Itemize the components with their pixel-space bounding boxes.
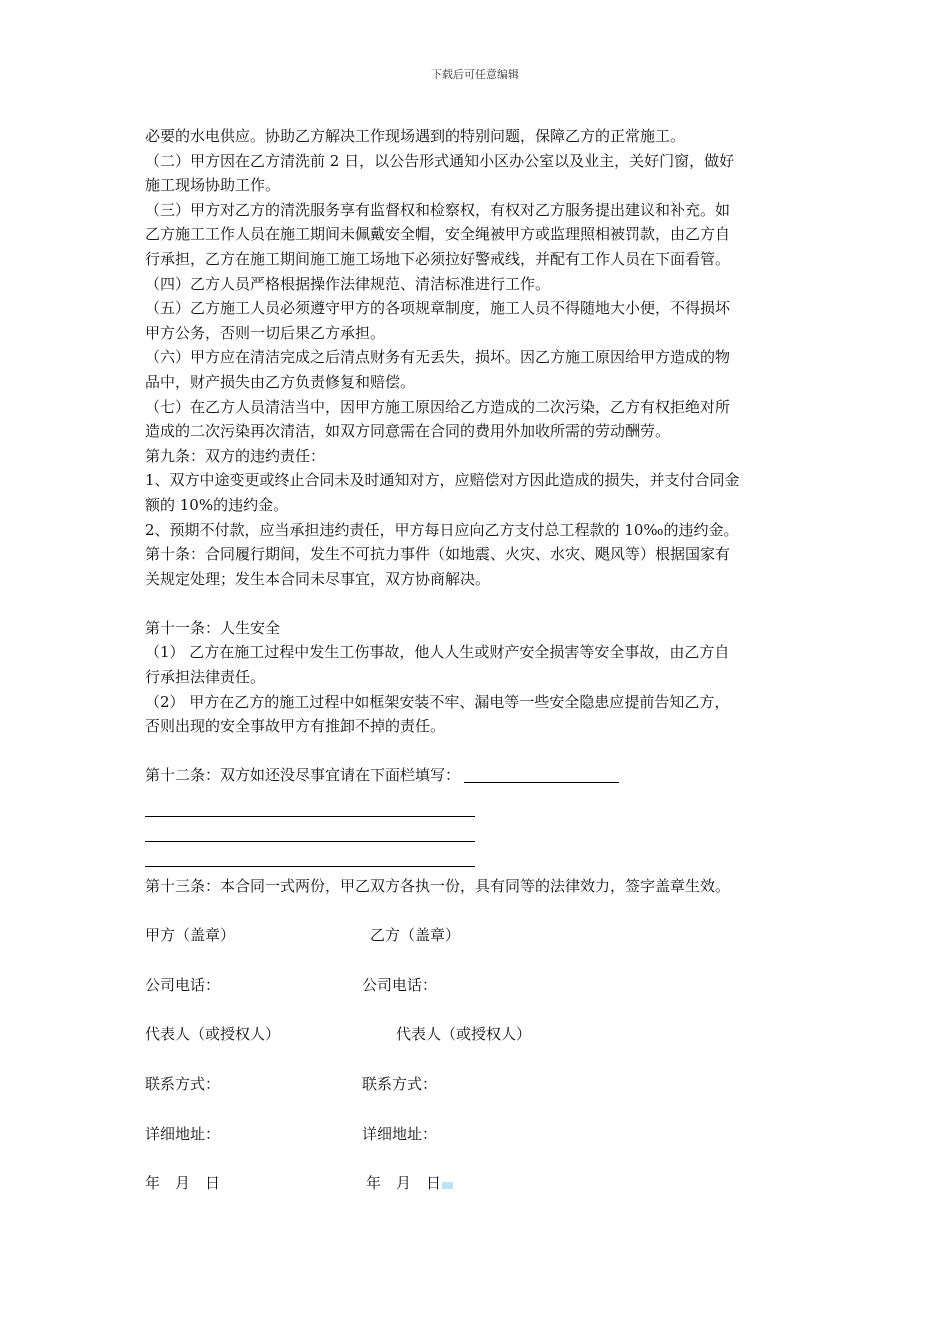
paragraph-line: 施工现场协助工作。: [145, 176, 281, 195]
phone-row: [145, 974, 810, 998]
paragraph-line: 乙方施工工作人员在施工期间未佩戴安全帽，安全绳被甲方或监理照相被罚款，由乙方自: [145, 225, 731, 244]
party-a-date: 年 月 日: [145, 1174, 221, 1192]
article-9-heading: 第九条：双方的违约责任：: [145, 446, 326, 465]
paragraph-line: 甲方公务，否则一切后果乙方承担。: [145, 323, 386, 342]
fill-in-blank[interactable]: [464, 766, 619, 783]
paragraph-line: （2） 甲方在乙方的施工过程中如框架安装不牢、漏电等一些安全隐患应提前告知乙方，: [145, 692, 730, 711]
paragraph-line: （七）在乙方人员清洁当中，因甲方施工原因给乙方造成的二次污染，乙方有权拒绝对所: [145, 397, 731, 416]
contact-row: [145, 1073, 810, 1097]
representative-row: [145, 1023, 810, 1047]
party-a-phone-label: 公司电话：: [145, 976, 221, 994]
paragraph-line: （四）乙方人员严格根据操作法律规范、清洁标准进行工作。: [145, 274, 551, 293]
party-b-date-group: [366, 1172, 453, 1193]
party-a-seal: 甲方（盖章）: [145, 926, 236, 944]
paragraph-line: 1、双方中途变更或终止合同未及时通知对方，应赔偿对方因此造成的损失，并支付合同金: [145, 471, 740, 490]
party-b-address-label: 详细地址：: [362, 1125, 438, 1143]
paragraph-line: 必要的水电供应。协助乙方解决工作现场遇到的特别问题，保障乙方的正常施工。: [145, 127, 686, 145]
date-row: [145, 1172, 810, 1196]
article-13-row: [145, 875, 810, 899]
party-b-seal: 乙方（盖章）: [370, 926, 461, 944]
page-header: 下载后可任意编辑: [431, 68, 519, 81]
paragraph-line: 行承担法律责任。: [145, 668, 266, 687]
fill-in-line[interactable]: [145, 841, 475, 842]
contract-body: [145, 124, 810, 788]
paragraph-line: 额的 10%的违约金。: [145, 495, 289, 514]
blank-line: [145, 591, 810, 616]
party-b-date: 年 月 日: [366, 1174, 442, 1192]
paragraph-line: （六）甲方应在清洁完成之后清点财务有无丢失，损坏。因乙方施工原因给甲方造成的物: [145, 348, 731, 367]
paragraph-line: 行承担，乙方在施工期间施工施工场地下必须拉好警戒线，并配有工作人员在下面看管。: [145, 249, 731, 268]
address-row: [145, 1123, 810, 1147]
paragraph-line: （五）乙方施工人员必须遵守甲方的各项规章制度，施工人员不得随地大小便，不得损坏: [145, 299, 731, 318]
paragraph-line: （二）甲方因在乙方清洗前 2 日，以公告形式通知小区办公室以及业主，关好门窗，做好: [145, 151, 735, 170]
fill-in-line[interactable]: [145, 866, 475, 867]
paragraph-line: 否则出现的安全事故甲方有推卸不掉的责任。: [145, 717, 446, 736]
party-a-address-label: 详细地址：: [145, 1125, 221, 1143]
article-12-text: 第十二条：双方如还没尽事宜请在下面栏填写：: [145, 766, 461, 785]
seal-row: [145, 924, 810, 948]
paragraph-line: （三）甲方对乙方的清洗服务享有监督权和检察权，有权对乙方服务提出建议和补充。如: [145, 200, 731, 219]
article-13-text: 第十三条：本合同一式两份，甲乙双方各执一份，具有同等的法律效力，签字盖章生效。: [145, 877, 731, 895]
article-12-line: [145, 763, 810, 788]
party-b-phone-label: 公司电话：: [362, 976, 438, 994]
article-11-heading: 第十一条：人生安全: [145, 618, 281, 637]
party-b-contact-label: 联系方式：: [362, 1075, 438, 1093]
party-b-representative-label: 代表人（或授权人）: [396, 1025, 532, 1043]
paragraph-line: （1） 乙方在施工过程中发生工伤事故，他人人生或财产安全损害等安全事故，由乙方自: [145, 643, 730, 662]
text-cursor-marker: [442, 1182, 453, 1189]
paragraph-line: 品中，财产损失由乙方负责修复和赔偿。: [145, 372, 416, 391]
blank-line: [145, 739, 810, 764]
article-10-line: 第十条：合同履行期间，发生不可抗力事件（如地震、火灾、水灾、飓风等）根据国家有: [145, 545, 731, 564]
paragraph-line: 2、预期不付款，应当承担违约责任，甲方每日应向乙方支付总工程款的 10‰的违约金。: [145, 520, 739, 539]
paragraph-line: 关规定处理；发生本合同未尽事宜，双方协商解决。: [145, 569, 491, 588]
party-a-representative-label: 代表人（或授权人）: [145, 1025, 281, 1043]
party-a-contact-label: 联系方式：: [145, 1075, 221, 1093]
paragraph-line: 造成的二次污染再次清洁，如双方同意需在合同的费用外加收所需的劳动酬劳。: [145, 422, 671, 441]
fill-in-line[interactable]: [145, 816, 475, 817]
